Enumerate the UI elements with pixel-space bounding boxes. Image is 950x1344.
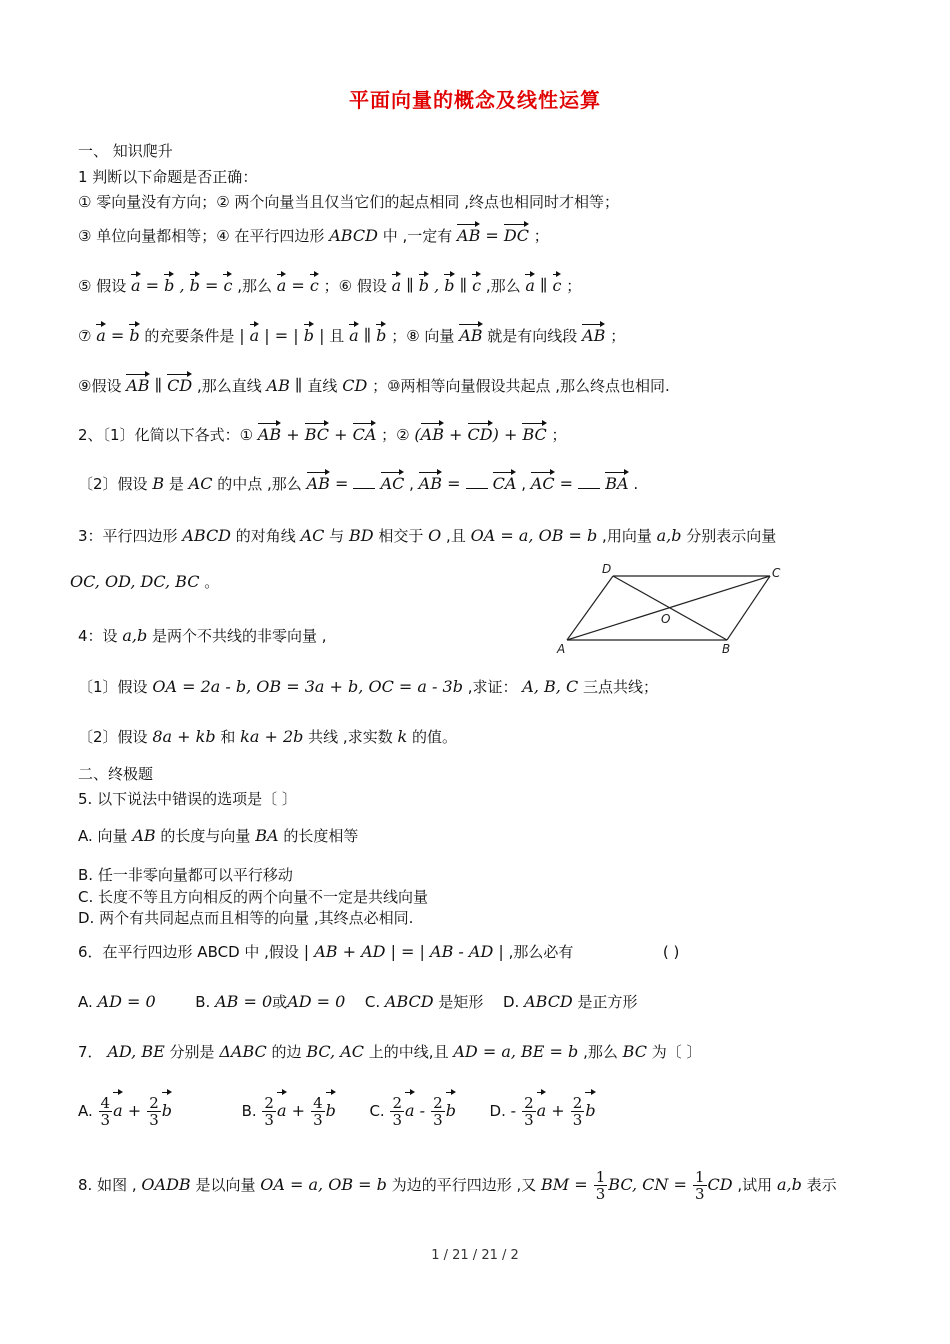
diagonal-ac — [567, 576, 770, 640]
q1-line4: ⑦ a = b 的充要条件是 | a | = | b | 且 a ∥ b ；⑧ 向量 AB 就是有向线段 AB ； — [78, 326, 626, 345]
label-d: D — [602, 562, 612, 576]
answer-blank[interactable] — [466, 474, 488, 489]
label-c: C — [772, 566, 781, 580]
diagonal-bd — [613, 576, 727, 640]
q5-option-a: A. 向量 AB 的长度与向量 BA 的长度相等 — [78, 826, 359, 845]
q3-line1: 3：平行四边形 ABCD 的对角线 AC 与 BD 相交于 O ,且 OA = a, OB = b ,用向量 a,b 分别表示向量 — [78, 526, 777, 545]
q4-line1: 4：设 a,b 是两个不共线的非零向量 , — [78, 626, 327, 645]
q5-stem: 5. 以下说法中错误的选项是〔 〕 — [78, 790, 297, 808]
q1-intro: 1 判断以下命题是否正确： — [78, 168, 258, 186]
q6-option-b[interactable]: B. AB = 0或AD = 0 — [195, 992, 346, 1011]
q6-option-a[interactable]: A. AD = 0 — [78, 992, 156, 1011]
q2-line1: 2、〔1〕化简以下各式：① AB + BC + CA ；② (AB + CD) + BC ； — [78, 425, 567, 444]
answer-blank[interactable] — [578, 474, 600, 489]
q7-options — [78, 1094, 596, 1128]
label-o: O — [661, 612, 671, 626]
q4-line3: 〔2〕假设 8a + kb 和 ka + 2b 共线 ,求实数 k 的值。 — [78, 727, 457, 746]
q7-option-c[interactable]: C. $\frac{2}{3}$ a - $\frac{2}{3}$ b — [369, 1094, 456, 1129]
q7-option-d[interactable]: D. - $\frac{2}{3}$ a + $\frac{2}{3}$ b — [489, 1094, 596, 1129]
q6-option-c[interactable]: C. ABCD 是矩形 — [364, 992, 484, 1011]
q1-line3: ⑤ 假设 a = b , b = c ,那么 a = c ；⑥ 假设 a ∥ b , b ∥ c ,那么 a ∥ c ； — [78, 276, 582, 295]
q5-option-c: C. 长度不等且方向相反的两个向量不一定是共线向量 — [78, 888, 429, 906]
q7-option-a[interactable]: A. $\frac{4}{3}$ a + $\frac{2}{3}$ b — [78, 1094, 173, 1129]
q6-options — [78, 992, 638, 1012]
section-heading-1: 一、 知识爬升 — [78, 142, 173, 160]
q4-line2: 〔1〕假设 OA = 2a - b, OB = 3a + b, OC = a - 3b ,求证： A, B, C 三点共线； — [78, 677, 658, 696]
q1-line2: ③ 单位向量都相等；④ 在平行四边形 ABCD 中 ,一定有 AB = DC ； — [78, 226, 549, 245]
label-a: A — [557, 642, 566, 656]
q6-stem: 6．在平行四边形 ABCD 中 ,假设 | AB + AD | = | AB - AD | ,那么必有 ( ) — [78, 942, 680, 961]
section-heading-2: 二、终极题 — [78, 765, 154, 783]
q7-option-b[interactable]: B. $\frac{2}{3}$ a + $\frac{4}{3}$ b — [241, 1094, 336, 1129]
q1-line1: ① 零向量没有方向；② 两个向量当且仅当它们的起点相同 ,终点也相同时才相等； — [78, 193, 619, 211]
page-title: 平面向量的概念及线性运算 — [349, 88, 601, 112]
label-b: B — [722, 642, 731, 656]
page-footer: 1 / 21 / 21 / 2 — [431, 1248, 519, 1263]
answer-blank[interactable] — [353, 474, 375, 489]
edge-ad — [567, 576, 613, 640]
q5-option-d: D. 两个有共同起点而且相等的向量 ,其终点必相同. — [78, 909, 414, 927]
q8-stem: 8. 如图 , OADB 是以向量 OA = a, OB = b 为边的平行四边形 ,又 BM = $\frac{1}{3}$ BC, CN = $\frac{1}{3}$ CD ,试用 a,b 表示 — [78, 1168, 837, 1203]
q6-option-d[interactable]: D. ABCD 是正方形 — [502, 992, 638, 1011]
q5-option-b: B. 任一非零向量都可以平行移动 — [78, 866, 293, 884]
q2-line2: 〔2〕假设 B 是 AC 的中点 ,那么 AB = AC , AB = CA , AC = BA . — [78, 474, 639, 493]
edge-cb — [727, 576, 770, 640]
q7-stem: 7． AD, BE 分别是 ΔABC 的边 BC, AC 上的中线,且 AD = a, BE = b ,那么 BC 为〔 〕 — [78, 1042, 702, 1061]
q1-line5: ⑨假设 AB ∥ CD ,那么直线 AB ∥ 直线 CD ；⑩两相等向量假设共起点 ,那么终点也相同. — [78, 376, 670, 395]
parallelogram-figure — [555, 560, 795, 660]
q3-line2: OC, OD, DC, BC 。 — [70, 572, 220, 591]
